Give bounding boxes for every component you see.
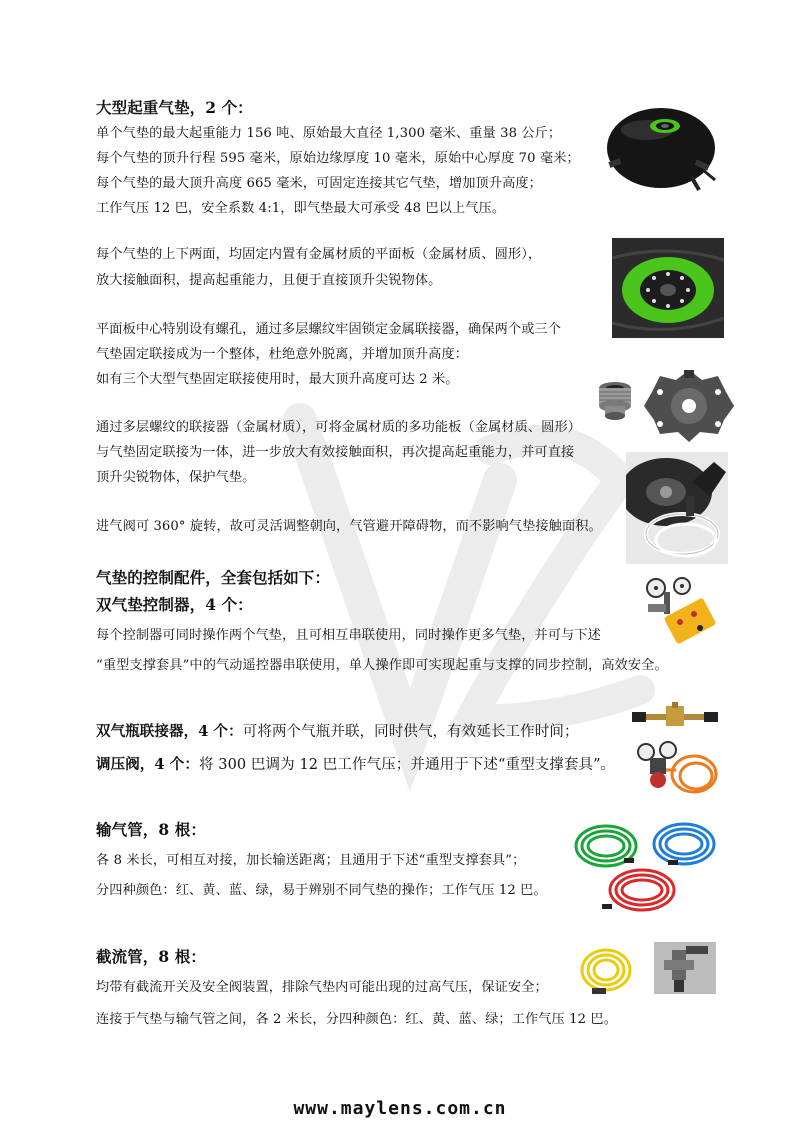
text-line: 每个气垫的上下两面，均固定内置有金属材质的平面板（金属材质、圆形）， (96, 247, 542, 262)
shutoff-valve-image (654, 942, 716, 994)
item-bottle-connector (96, 722, 579, 742)
multifunction-plate-image (640, 366, 738, 444)
text-line: 各 8 米长，可相互对接，加长输送距离；且通用于下述“重型支撑套具”； (96, 853, 526, 868)
bottle-connector-image (628, 702, 722, 732)
item-name: 调压阀，4 个： (96, 756, 199, 773)
coupler-image (592, 378, 638, 424)
text-line: 均带有截流开关及安全阀装置，排除气垫内可能出现的过高气压，保证安全； (96, 980, 548, 995)
pressure-regulator-image (634, 740, 720, 796)
subsection-title-controller: 双气垫控制器，4 个： (96, 595, 253, 614)
text-line: 每个气垫的顶升行程 595 毫米，原始边缘厚度 10 毫米，原始中心厚度 70 毫米； (96, 151, 580, 166)
inlet-valve-image (626, 452, 728, 564)
shutoff-hose-image (578, 944, 634, 1000)
section-title-air-cushion: 大型起重气垫，2 个： (96, 98, 253, 117)
item-regulator (96, 755, 615, 775)
item-desc: 可将两个气瓶并联，同时供气，有效延长工作时间； (242, 724, 579, 740)
section-title-shutoff-hose: 截流管，8 根： (96, 947, 206, 966)
text-line: 每个控制器可同时操作两个气垫，且可相互串联使用，同时操作更多气垫，并可与下述 (96, 628, 601, 643)
text-line: 每个气垫的最大顶升高度 665 毫米，可固定连接其它气垫，增加顶升高度； (96, 176, 542, 191)
text-line: “重型支撑套具”中的气动遥控器串联使用，单人操作即可实现起重与支撑的同步控制，高效安全。 (96, 658, 668, 673)
text-line: 与气垫固定联接为一体，进一步放大有效接触面积，再次提高起重能力，并可直接 (96, 445, 575, 460)
air-hose-image (572, 818, 724, 914)
air-cushion-image (603, 100, 719, 196)
text-line: 单个气垫的最大起重能力 156 吨、原始最大直径 1,300 毫米、重量 38 公斤； (96, 126, 562, 141)
text-line: 通过多层螺纹的联接器（金属材质），可将金属材质的多功能板（金属材质、圆形） (96, 420, 582, 435)
item-name: 双气瓶联接器，4 个： (96, 723, 243, 740)
text-line: 放大接触面积，提高起重能力，且便于直接顶升尖锐物体。 (96, 273, 442, 288)
text-line: 如有三个大型气垫固定联接使用时，最大顶升高度可达 2 米。 (96, 372, 459, 387)
text-line: 顶升尖锐物体，保护气垫。 (96, 470, 256, 485)
text-line: 气垫固定联接成为一个整体，杜绝意外脱离，并增加顶升高度： (96, 347, 469, 362)
item-desc: 将 300 巴调为 12 巴工作气压；并通用于下述“重型支撑套具”。 (198, 757, 616, 773)
text-line: 工作气压 12 巴，安全系数 4:1，即气垫最大可承受 48 巴以上气压。 (96, 201, 506, 216)
dual-controller-image (642, 576, 720, 646)
section-title-controls: 气垫的控制配件，全套包括如下： (96, 568, 331, 587)
text-line: 进气阀可 360° 旋转，故可灵活调整朝向，气管避开障碍物，而不影响气垫接触面积。 (96, 519, 602, 534)
section-title-hose: 输气管，8 根： (96, 820, 206, 839)
text-line: 分四种颜色：红、黄、蓝、绿，易于辨别不同气垫的操作；工作气压 12 巴。 (96, 883, 547, 898)
text-line: 连接于气垫与输气管之间，各 2 米长，分四种颜色：红、黄、蓝、绿；工作气压 12 巴。 (96, 1012, 617, 1027)
footer-website: www.maylens.com.cn (293, 1098, 507, 1119)
text-line: 平面板中心特别设有螺孔，通过多层螺纹牢固锁定金属联接器，确保两个或三个 (96, 322, 562, 337)
metal-plate-image (612, 238, 724, 338)
